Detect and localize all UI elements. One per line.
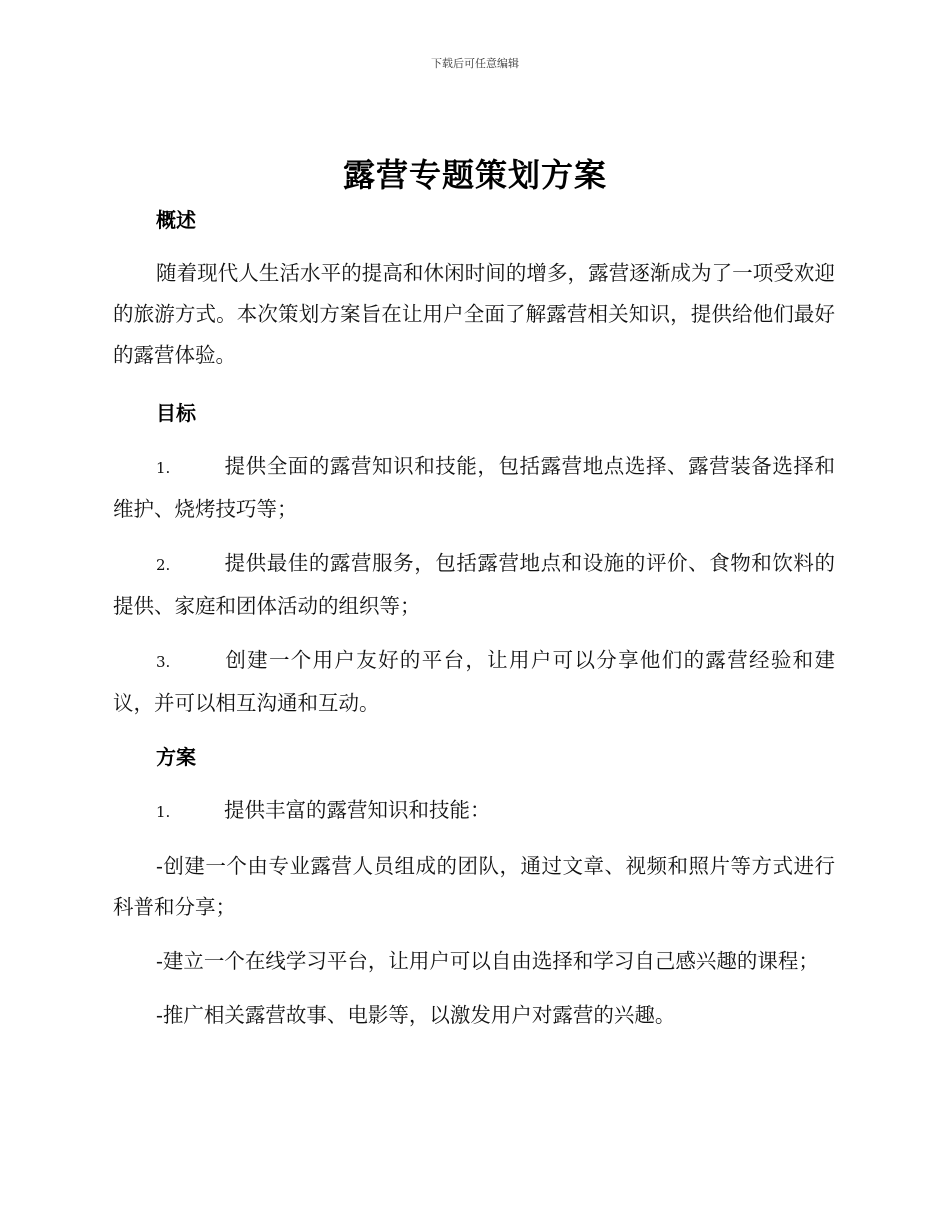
goal-item-3 bbox=[113, 640, 835, 724]
plan-item-number: 1. bbox=[156, 803, 171, 821]
plan-sub-item-1: -创建一个由专业露营人员组成的团队，通过文章、视频和照片等方式进行科普和分享； bbox=[113, 854, 835, 919]
goal-item-number: 2. bbox=[156, 556, 171, 574]
section-heading-overview: 概述 bbox=[156, 208, 196, 232]
document-body bbox=[113, 200, 835, 1036]
goal-item-text: 提供最佳的露营服务，包括露营地点和设施的评价、食物和饮料的提供、家庭和团体活动的组织等； bbox=[113, 551, 835, 618]
header-note: 下载后可任意编辑 bbox=[431, 57, 519, 70]
goal-item-2 bbox=[113, 543, 835, 627]
plan-item-text: 提供丰富的露营知识和技能： bbox=[224, 798, 491, 822]
goal-item-text: 创建一个用户友好的平台，让用户可以分享他们的露营经验和建议，并可以相互沟通和互动。 bbox=[113, 648, 835, 715]
plan-sub-item-2: -建立一个在线学习平台，让用户可以自由选择和学习自己感兴趣的课程； bbox=[156, 949, 819, 973]
plan-item-1 bbox=[113, 790, 835, 833]
overview-paragraph: 随着现代人生活水平的提高和休闲时间的增多，露营逐渐成为了一项受欢迎的旅游方式。本次策划方案旨在让用户全面了解露营相关知识，提供给他们最好的露营体验。 bbox=[113, 261, 835, 367]
goal-item-number: 1. bbox=[156, 459, 171, 477]
goal-item-number: 3. bbox=[156, 653, 171, 671]
goal-item-text: 提供全面的露营知识和技能，包括露营地点选择、露营装备选择和维护、烧烤技巧等； bbox=[113, 454, 835, 521]
goal-item-1 bbox=[113, 446, 835, 530]
document-title: 露营专题策划方案 bbox=[342, 156, 607, 194]
plan-sub-item-3: -推广相关露营故事、电影等，以激发用户对露营的兴趣。 bbox=[156, 1003, 676, 1027]
section-heading-goals: 目标 bbox=[156, 401, 196, 425]
section-heading-plan: 方案 bbox=[156, 745, 196, 769]
